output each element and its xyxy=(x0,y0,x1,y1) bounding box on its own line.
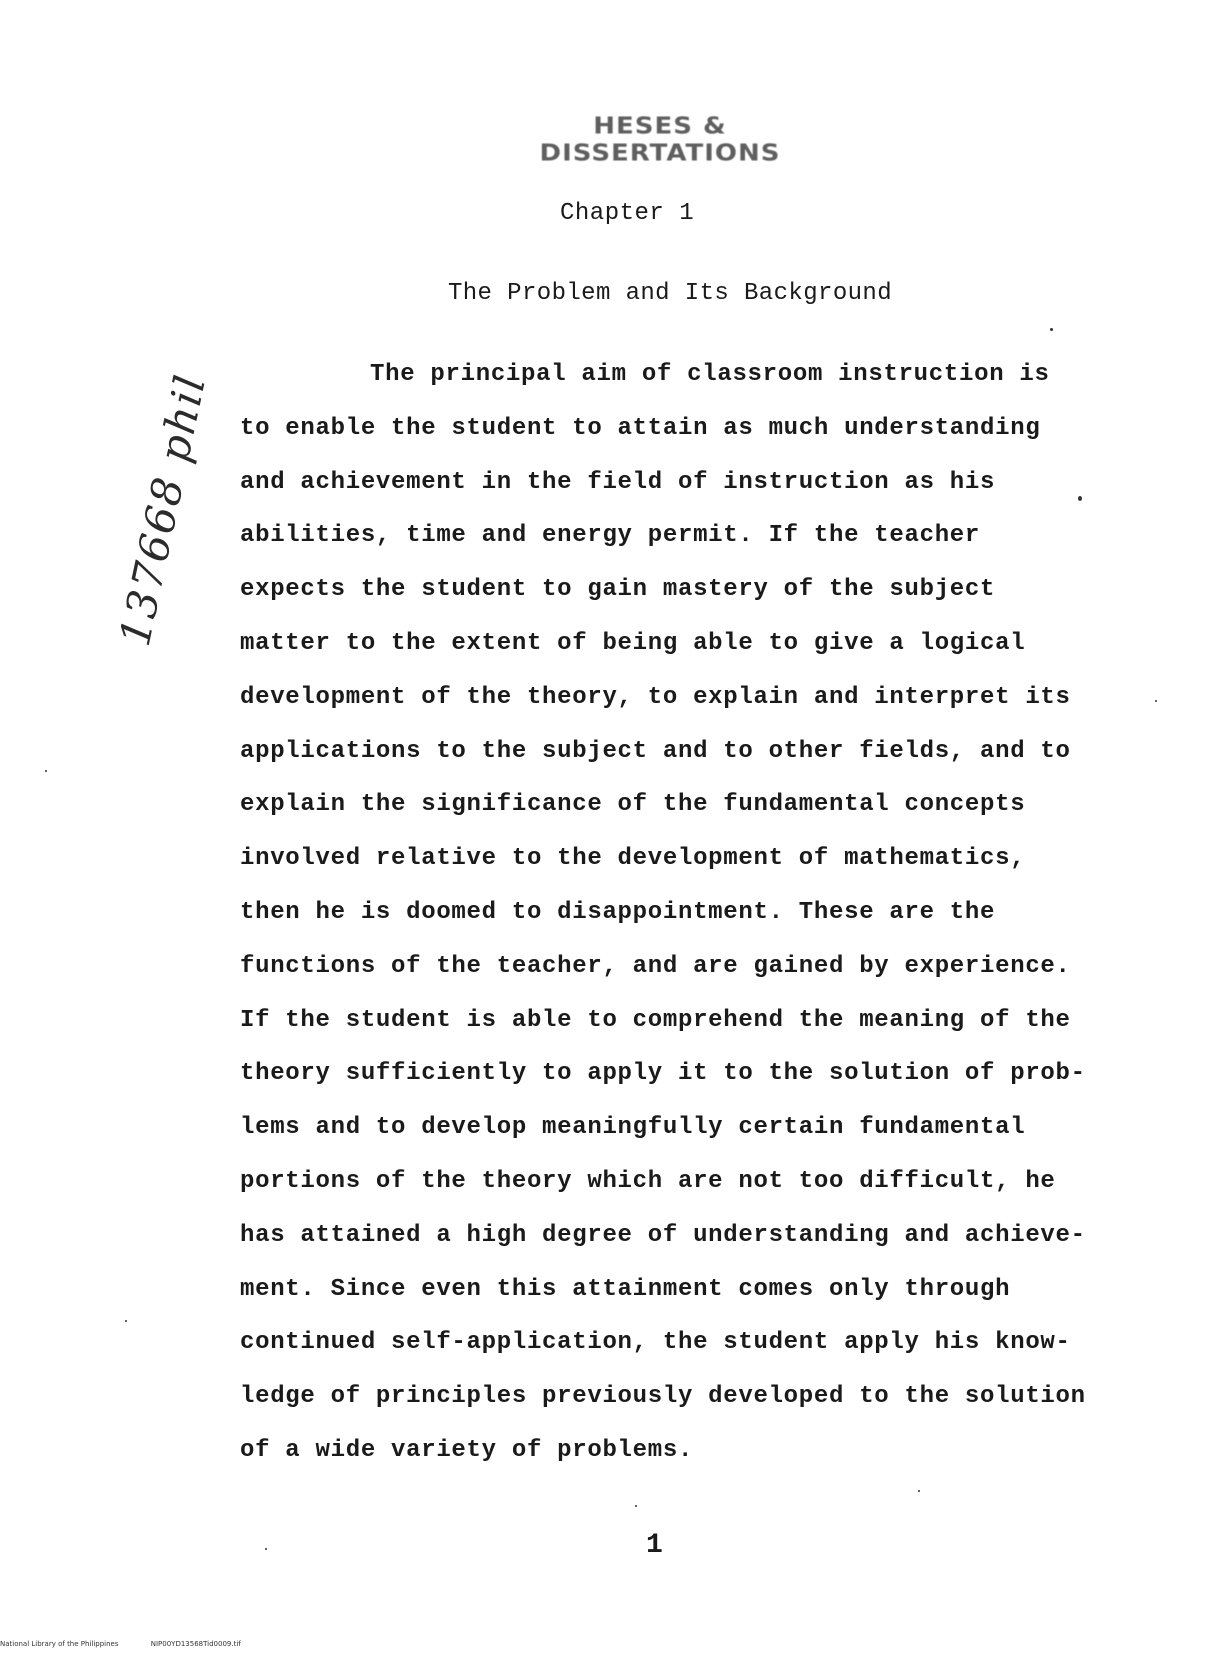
paragraph-line: theory sufficiently to apply it to the solution of prob- xyxy=(240,1060,1086,1088)
paragraph-line: If the student is able to comprehend the meaning of the xyxy=(240,1006,1071,1034)
paragraph-line: continued self-application, the student apply his know- xyxy=(240,1329,1071,1357)
paragraph-line: functions of the teacher, and are gained by experience. xyxy=(240,952,1071,980)
scan-speck xyxy=(125,1320,127,1322)
scan-speck xyxy=(1155,700,1157,702)
paragraph-line: The principal aim of classroom instruction is xyxy=(370,361,1050,388)
footer-file-id: NIP00YD13568Tid0009.tif xyxy=(150,1640,241,1648)
paragraph-line: lems and to develop meaningfully certain fundamental xyxy=(240,1114,1026,1142)
page-number: 1 xyxy=(646,1530,663,1561)
scan-speck xyxy=(1078,496,1082,501)
paragraph-line: applications to the subject and to other fields, and to xyxy=(240,737,1071,765)
paragraph-line: of a wide variety of problems. xyxy=(240,1436,694,1464)
paragraph-line: and achievement in the field of instruction as his xyxy=(240,468,996,496)
theses-dissertations-stamp: HESES & DISSERTATIONS xyxy=(539,113,781,167)
paragraph-line: then he is doomed to disappointment. These are the xyxy=(240,898,996,926)
paragraph-line: development of the theory, to explain and interpret its xyxy=(240,683,1071,711)
paragraph-line: ment. Since even this attainment comes only through xyxy=(240,1275,1011,1303)
paragraph-line: has attained a high degree of understanding and achieve- xyxy=(240,1221,1086,1249)
scan-speck xyxy=(1050,328,1053,331)
section-title: The Problem and Its Background xyxy=(447,280,893,307)
footer-library-name: National Library of the Philippines xyxy=(0,1640,119,1648)
handwritten-accession-note: 137668 phil xyxy=(110,369,216,651)
body-paragraph xyxy=(240,360,1140,1490)
scan-speck xyxy=(635,1505,637,1507)
chapter-heading: Chapter 1 xyxy=(560,200,695,227)
scan-speck xyxy=(45,770,47,772)
paragraph-line: abilities, time and energy permit. If the teacher xyxy=(240,522,981,550)
paragraph-line: explain the significance of the fundamental concepts xyxy=(240,791,1026,819)
scan-speck xyxy=(918,1490,920,1492)
scan-footer xyxy=(0,1640,241,1648)
scan-speck xyxy=(265,1548,267,1550)
paragraph-line: to enable the student to attain as much understanding xyxy=(240,414,1041,442)
paragraph-line: ledge of principles previously developed to the solution xyxy=(240,1383,1086,1411)
paragraph-line: matter to the extent of being able to give a logical xyxy=(240,629,1026,657)
paragraph-line: portions of the theory which are not too difficult, he xyxy=(240,1167,1056,1195)
paragraph-line: expects the student to gain mastery of the subject xyxy=(240,576,996,604)
paragraph-line: involved relative to the development of mathematics, xyxy=(240,845,1026,873)
